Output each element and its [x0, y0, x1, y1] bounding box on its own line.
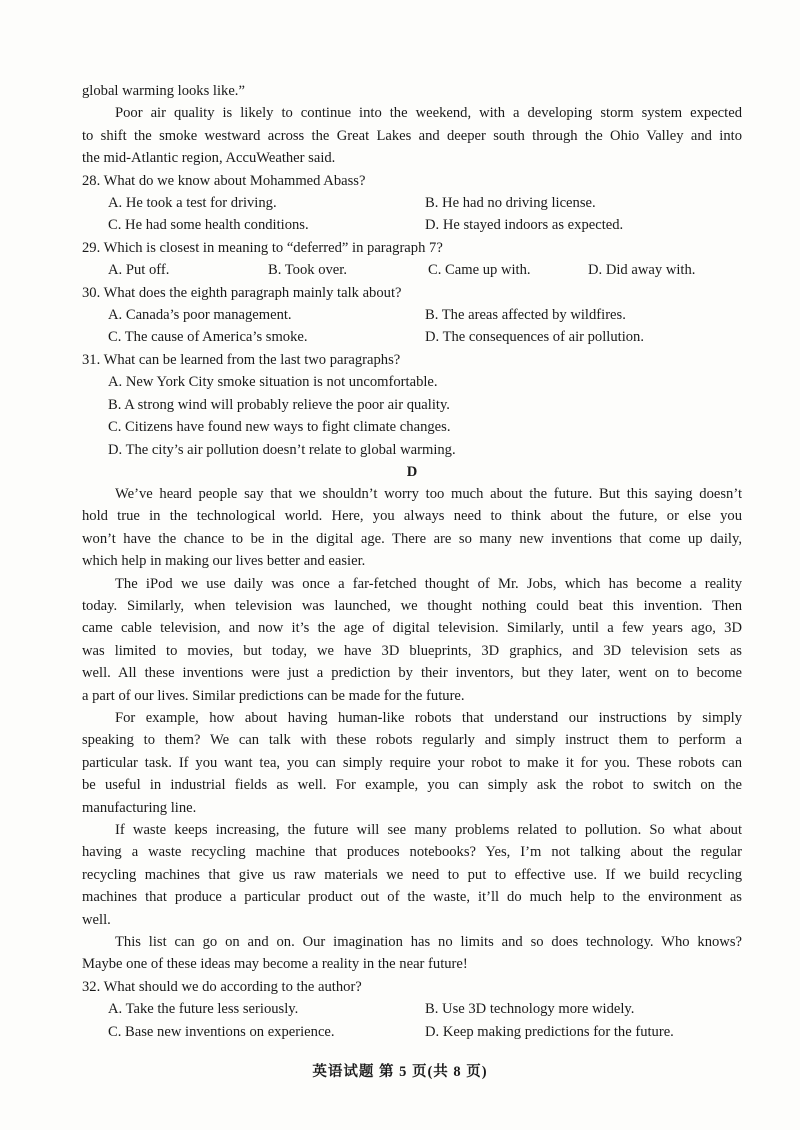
option-row	[82, 304, 742, 326]
option-b: B. The areas affected by wildfires.	[425, 307, 626, 324]
option-d: D. The consequences of air pollution.	[425, 329, 644, 346]
passage-line: today. Similarly, when television was launched, we thought nothing could beat this invention. Then	[82, 597, 742, 614]
option-row	[82, 192, 742, 214]
passage-line: global warming looks like.”	[82, 83, 245, 99]
passage-line: This list can go on and on. Our imagination has no limits and so does technology. Who knows?	[115, 934, 742, 951]
option-a: A. Put off.	[108, 262, 170, 279]
option-c: C. He had some health conditions.	[108, 217, 309, 234]
option-c: C. Citizens have found new ways to fight climate changes.	[108, 419, 451, 436]
passage-line: hold true in the technological world. Here, you always need to think about the future, or else you	[82, 508, 742, 525]
passage-line: which help in making our lives better and easier.	[82, 553, 366, 570]
paragraph-2	[82, 573, 742, 707]
option-row	[82, 259, 742, 281]
option-b: B. Use 3D technology more widely.	[425, 1001, 635, 1018]
passage-line: machines that produce a particular product out of the waste, it’ll do much help to the environment as	[82, 889, 742, 906]
paragraph-3	[82, 707, 742, 819]
passage-line: Poor air quality is likely to continue into the weekend, with a developing storm system expected	[115, 105, 742, 122]
question-stem: 32. What should we do according to the author?	[82, 978, 362, 995]
question-stem: 31. What can be learned from the last two paragraphs?	[82, 351, 401, 368]
option-b: B. He had no driving license.	[425, 195, 596, 212]
option-row	[82, 998, 742, 1020]
question-32	[82, 976, 742, 1043]
passage-line: came cable television, and now it’s the age of digital television. Similarly, until a few years ago, 3D	[82, 620, 742, 637]
option-a: A. Take the future less seriously.	[108, 1001, 299, 1018]
option-d: D. He stayed indoors as expected.	[425, 217, 624, 234]
option-d: D. Keep making predictions for the future.	[425, 1023, 674, 1040]
passage-line: having a waste recycling machine that produces notebooks? Yes, I’m not talking about the regular	[82, 844, 742, 861]
passage-line: manufacturing line.	[82, 799, 197, 816]
passage-line: well.	[82, 911, 111, 928]
option-row	[82, 1021, 742, 1043]
section-heading: D	[406, 463, 418, 480]
passage-line: For example, how about having human-like robots that understand our instructions by simply	[115, 709, 742, 726]
passage-line: recycling machines that give us raw materials we need to put to effective use. If we build recycling	[82, 866, 742, 883]
option-a: A. He took a test for driving.	[108, 195, 277, 212]
option-a: A. Canada’s poor management.	[108, 307, 292, 324]
passage-line: We’ve heard people say that we shouldn’t worry too much about the future. But this saying doesn’t	[115, 485, 742, 502]
question-30	[82, 282, 742, 349]
paragraph-4	[82, 819, 742, 931]
option-b: B. Took over.	[268, 262, 347, 279]
passage-line: a part of our lives. Similar predictions can be made for the future.	[82, 687, 465, 704]
passage-line: speaking to them? We can talk with these robots regularly and simply instruct them to perform a	[82, 732, 742, 749]
passage-line: won’t have the chance to be in the digital age. There are so many new inventions that come up daily,	[82, 530, 742, 547]
question-stem: 30. What does the eighth paragraph mainly talk about?	[82, 284, 402, 301]
paragraph-1	[82, 483, 742, 573]
passage-line: to shift the smoke westward across the Great Lakes and deeper south through the Ohio Valley and into	[82, 127, 742, 144]
question-28	[82, 170, 742, 237]
option-d: D. The city’s air pollution doesn’t relate to global warming.	[108, 441, 456, 458]
option-c: C. Came up with.	[428, 262, 531, 279]
passage-line: be useful in industrial fields as well. For example, you can simply ask the robot to switch on the	[82, 777, 742, 794]
option-row	[82, 214, 742, 236]
passage-line: the mid-Atlantic region, AccuWeather said.	[82, 150, 336, 167]
passage-line: particular task. If you want tea, you can simply require your robot to make it for you. These robots can	[82, 754, 742, 771]
option-b: B. A strong wind will probably relieve the poor air quality.	[108, 396, 450, 413]
passage-line: was limited to movies, but today, we have 3D blueprints, 3D graphics, and 3D television sets as	[82, 642, 742, 659]
question-stem: 28. What do we know about Mohammed Abass?	[82, 172, 366, 189]
exam-page	[82, 80, 742, 1043]
option-row	[82, 326, 742, 348]
paragraph-5	[82, 931, 742, 976]
passage-line: well. All these inventions were just a prediction by their inventors, but they later, went on to become	[82, 665, 742, 682]
page-footer: 英语试题 第 5 页(共 8 页)	[312, 1064, 488, 1080]
passage-line: The iPod we use daily was once a far-fetched thought of Mr. Jobs, which has become a reality	[115, 575, 742, 592]
question-stem: 29. Which is closest in meaning to “deferred” in paragraph 7?	[82, 239, 443, 256]
passage-line: If waste keeps increasing, the future will see many problems related to pollution. So what about	[115, 822, 742, 838]
passage-c-ending	[82, 80, 742, 170]
passage-line: Maybe one of these ideas may become a reality in the near future!	[82, 956, 468, 973]
option-d: D. Did away with.	[588, 262, 696, 279]
option-c: C. The cause of America’s smoke.	[108, 329, 308, 346]
option-c: C. Base new inventions on experience.	[108, 1023, 335, 1040]
question-31	[82, 349, 742, 461]
option-a: A. New York City smoke situation is not uncomfortable.	[108, 374, 438, 391]
question-29	[82, 237, 742, 282]
